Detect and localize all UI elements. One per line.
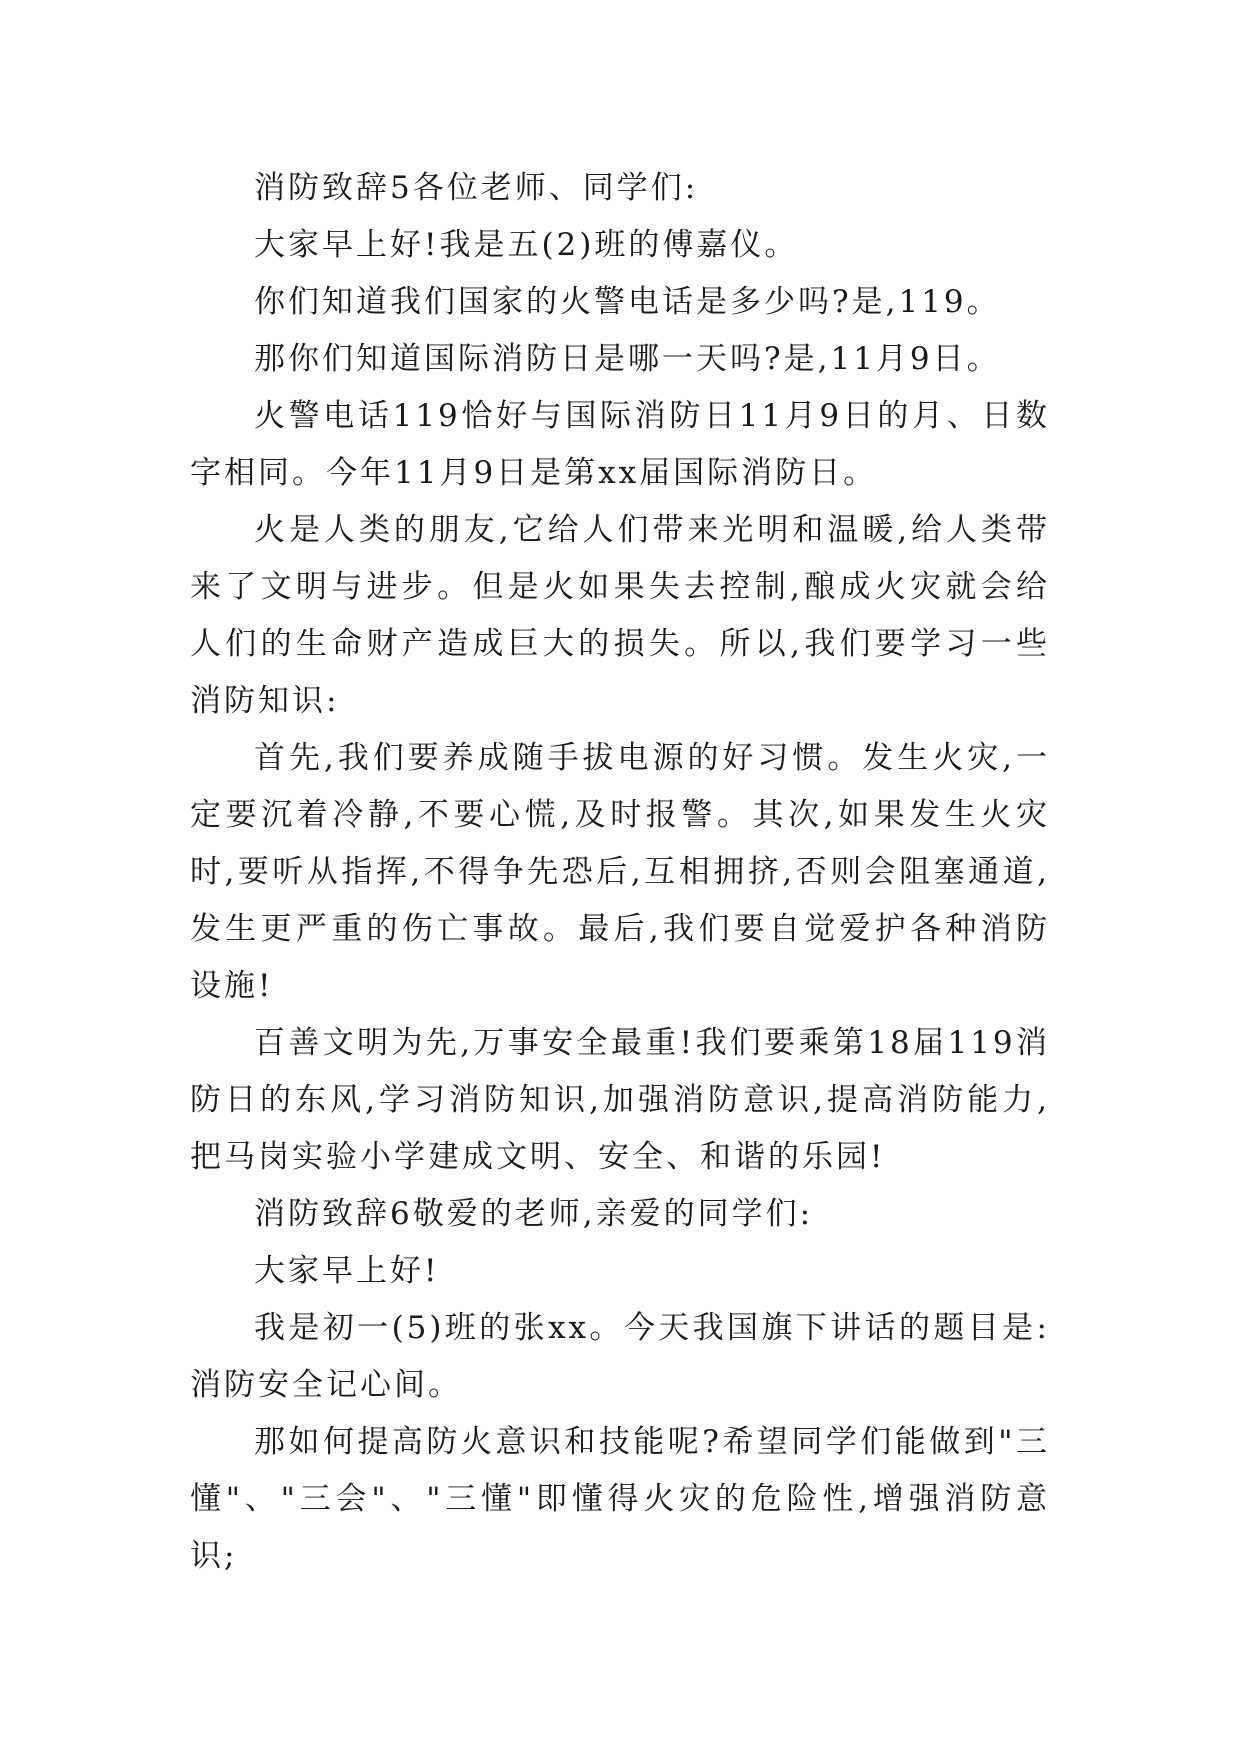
paragraph-speech6-intro: 我是初一(5)班的张xx。今天我国旗下讲话的题目是:消防安全记心间。 bbox=[190, 1310, 1050, 1403]
paragraph-speech5-intro: 大家早上好!我是五(2)班的傅嘉仪。 bbox=[254, 227, 799, 263]
paragraph-speech5-greeting: 消防致辞5各位老师、同学们: bbox=[254, 170, 699, 206]
paragraph-speech6-greeting: 消防致辞6敬爱的老师,亲爱的同学们: bbox=[254, 1196, 814, 1232]
paragraph-speech6-morning: 大家早上好! bbox=[254, 1253, 440, 1289]
paragraph-fire-friend: 火是人类的朋友,它给人们带来光明和温暖,给人类带来了文明与进步。但是火如果失去控制,酿成火灾就会给人们的生命财产造成巨大的损失。所以,我们要学习一些消防知识: bbox=[190, 512, 1050, 719]
paragraph-safety-tips: 首先,我们要养成随手拔电源的好习惯。发生火灾,一定要沉着冷静,不要心慌,及时报警。其次,如果发生火灾时,要听从指挥,不得争先恐后,互相拥挤,否则会阻塞通道,发生更严重的伤亡事故。最后,我们要自觉爱护各种消防设施! bbox=[190, 740, 1050, 1004]
paragraph-closing: 百善文明为先,万事安全最重!我们要乘第18届119消防日的东风,学习消防知识,加强消防意识,提高消防能力,把马岗实验小学建成文明、安全、和谐的乐园! bbox=[190, 1025, 1050, 1175]
document-body bbox=[190, 160, 1050, 1585]
paragraph-three-understandings: 那如何提高防火意识和技能呢?希望同学们能做到"三懂"、"三会"、"三懂"即懂得火灾的危险性,增强消防意识; bbox=[190, 1424, 1050, 1574]
paragraph-fire-day: 那你们知道国际消防日是哪一天吗?是,11月9日。 bbox=[254, 341, 1001, 377]
paragraph-fire-number: 你们知道我们国家的火警电话是多少吗?是,119。 bbox=[254, 284, 1001, 320]
paragraph-same-digits: 火警电话119恰好与国际消防日11月9日的月、日数字相同。今年11月9日是第xx届国际消防日。 bbox=[190, 398, 1050, 491]
